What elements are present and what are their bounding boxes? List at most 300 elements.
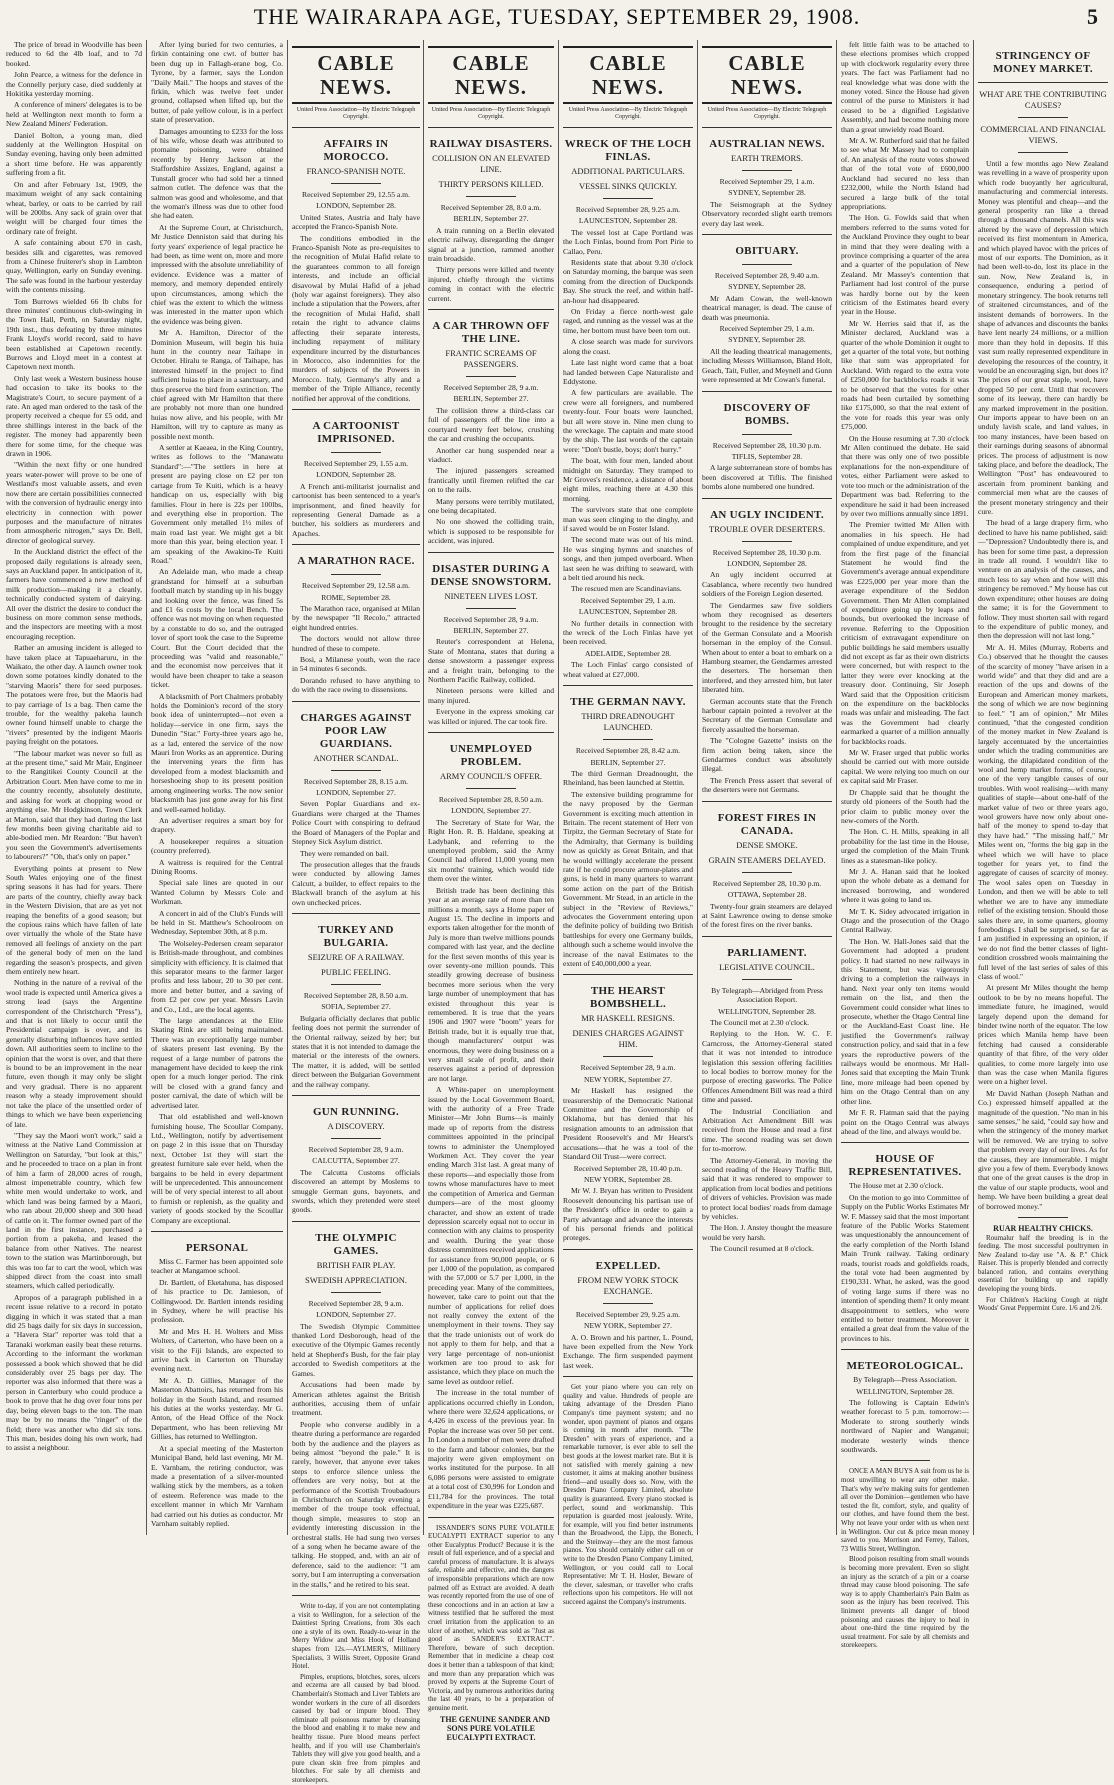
section-headline: FOREST FIRES IN CANADA. (717, 811, 817, 837)
column-rule (973, 40, 974, 1535)
paragraph: Nothing in the nature of a revival of the wool trade is expected until America gives a strong lead (says the Argentine correspondent of the Christchurch "Press"), and that is not likely to occur until the Presidential campaign is over, and its generally disturbing influences have settled down. All authorities seem to incline to the opinion that the worst is over, and that there is bound to be an improvement in the near future, even though it may only be slight and very gradual. There is no apparent reason why a steady improvement should not take the place of the unsettled order of things to which we have been experiencing of late. (6, 978, 142, 1129)
column-rule (146, 40, 147, 1535)
paragraph: The "Cologne Gazette" insists on the firm action being taken, since the Gendarmes conduct was absolutely illegal. (702, 736, 832, 774)
paragraph: That old established and well-known furnishing house, The Scoullar Company, Ltd., Wellington, notify by advertisement on page 2 in this issue that on Thursday next, October 1st they will start the greatest furniture sale ever held, when the bargains to be held in every department will be unprecedented. This announcement will be of very special interest to all about to furnish or replenish, as the quality and variety of goods stocked by the Scoullar Company are exceptional. (151, 1112, 283, 1225)
section-rule (1018, 152, 1068, 153)
paragraph: "They say the Maori won't work," said a witness at the Native Land Commission at Wellington on Saturday, "but look at this," and he proceeded to trace on a plan in front of him a farm of 28,000 acres of rough, almost impenetrable country, which few white men would undertake to work, and which land was being farmed by a Maori, who ran about 20,000 sheep and 300 head of cattle on it. The former owned part of the land in the first instance, purchased a portion from a pakeha, and leased the balance from other Natives. The nearest town to the station was Martinborough, but this was too far to cart the wool, which was shipped direct from the coast into small steamers, which called periodically. (6, 1130, 142, 1291)
section-subhead: VESSEL SINKS QUICKLY. (578, 181, 678, 191)
section-divider (292, 1221, 420, 1222)
paragraph: The Wolseley-Pedersen cream separator is British-made throughout, and combines simplicity with efficiency. It is claimed that this separator means to the farmer larger profits and less labour, 20 to 30 per cent. more and better butter, and a saving of from £2 per cow per year. Messrs Lavin and Co., Ltd., are the local agents. (151, 938, 284, 1014)
section-rule (331, 770, 381, 771)
paragraph: Thirty persons were killed and twenty injured, chiefly through the victims coming in contact with the electric current. (428, 265, 554, 303)
section-rule (603, 198, 653, 199)
paragraph: The Council met at 2.30 o'clock. (710, 1017, 810, 1027)
section-divider (563, 127, 693, 128)
house-headline: HOUSE OF REPRESENTATIVES. (848, 1153, 962, 1179)
cable-news-banner: CABLE NEWS. (292, 46, 420, 104)
section-subhead: THIRD DREADNOUGHT LAUNCHED. (581, 711, 675, 733)
paragraph: The Marathon race, organised at Milan by the newspaper "Il Recolo," attracted eight hundred entries. (292, 604, 420, 632)
paragraph: The Seismograph at the Sydney Observatory recorded slight earth tremors every day last week. (702, 199, 832, 228)
paragraph: The large attendances at the Elite Skating Rink are still being maintained. There was an exceptionally large number of skaters present last evening. By the request of a large number of patrons the management have decided to keep the rink open for a much longer period. The rink will be closed with a grand fancy and poster carnival, the date of which will be advertised later. (151, 1016, 283, 1110)
paragraph: LAUNCESTON, September 28. (578, 216, 678, 226)
paragraph: LONDON, September 28. (727, 558, 807, 568)
paragraph: Everyone in the express smoking car was killed or injured. The car took fire. (428, 707, 554, 726)
paragraph: Received September 29, 1 a.m. (580, 595, 676, 605)
paragraph: "The labour market was never so full as at the present time," said Mr Mair, Engineer to the Rangitikei County Council at the Arbitration Court. Men have come to me in the country recently, absolutely destitute, and asking for work at chopping wood or anything else. Mr Hodgkinson, Town Clerk at Marton, said that they had during the last few months been giving charitable aid to able-bodied men. Mr Reardon: "But haven't you seen the Government's advertisements to labourers?" "Oh, that's only on paper." (6, 748, 142, 862)
advert-divider (563, 1376, 693, 1377)
paragraph: A safe containing about £70 in cash, besides silk and cigarettes, was removed from a Chinese fruiterer's shop in Lambton quay, Wellington, early on Sunday evening. The safe was found in the harbour yesterday with the contents missing. (6, 238, 142, 295)
paragraph: The Council resumed at 8 o'clock. (710, 1244, 814, 1254)
section-subhead: THIRTY PERSONS KILLED. (438, 179, 544, 189)
paragraph: Received September 28, 10.30 p.m. (712, 440, 822, 450)
section-headline: EXPELLED. (595, 1259, 661, 1272)
paragraph: Received September 28, 10.30 p.m. (712, 878, 822, 888)
paragraph: LONDON, September 27. (451, 806, 531, 816)
paragraph: Dr Chapple said that he thought the sturdy old pioneers of the South had the prior claim to public money over the new-comers of the North. (841, 787, 969, 825)
paragraph: Mr T. K. Sidey advocated irrigation in Otago and the prosecution of the Otago Central Railway. (841, 906, 969, 935)
advertisement: ISSANDER'S SONS PURE VOLATILE EUCALYPTI EXTRACT superior to any other Eucalyptus Product? Because it is the result of full experience, and of a special and careful process of manufacture. It is always safe, reliable and effective, and the dangers of irresponsible preparations which are now palmed off as Extract are avoided. A death was recently reported from the use of one of these concoctions and in an action at law a witness testified that he suffered the most cruel irritation from the application to an ulcer of another, which was sold as "Just as good as SANDER'S EXTRACT". Therefore, beware of such deception. Remember that in medicine a cheap cost does it better than a tablespoon of that kind; and more than any preparation which was proved by experts at the Supreme Court of Victoria, and by numerous authorities during the last 40 years, to be a preparation of genuine merit. (428, 1523, 554, 1712)
section-divider (702, 391, 832, 392)
cable-news-banner: CABLE NEWS. (428, 46, 554, 104)
paragraph: Mr F. R. Flatman said that the paying point on the Otago Central was always ahead of the line, and always would be. (841, 1108, 969, 1136)
paragraph: A waitress is required for the Central Dining Rooms. (151, 857, 283, 876)
column-7-parliament (841, 40, 970, 1650)
paragraph: A conference of miners' delegates is to be held at Wellington next month to form a New Zealand Miners' Federation. (6, 100, 142, 129)
section-rule (331, 183, 381, 184)
paragraph: Mr J. A. Hanan said that he looked upon the whole debate as a demand for increased borrowing, and wondered where it was going to land us. (841, 866, 969, 905)
paragraph: An Adelaide man, who made a cheap grandstand for himself at a suburban football match by standing up in his buggy and looking over the fence, was fined 5s and £1 6s costs by the local Bench. The offence was not moving on when requested by a constable to do so, and the outraged lover of sport took the case to the Supreme Court. But the Court decided that the proceeding was "valid and reasonable," and the economist now perceives that it would have been cheaper to take a season ticket. (151, 567, 283, 690)
paragraph: At a special meeting of the Masterton Municipal Band, held last evening, Mr M. E. Varnham, the retiring conductor, was made a presentation of a silver-mounted walking stick by the members, as a token of esteem. Reference was made to the excellent manner in which Mr Varnham had carried out his duties as conductor. Mr Varnham suitably replied. (151, 1443, 283, 1528)
paragraph: LONDON, September 28. (316, 470, 396, 480)
paragraph: The injured passengers screamed frantically until firemen relifted the car on to the rails. (428, 466, 554, 495)
column-4-cable-news (428, 40, 554, 1743)
advertisement-headline: RUAR HEALTHY CHICKS. (993, 1224, 1093, 1234)
column-2-local-news (151, 40, 283, 1535)
paragraph: Bulgaria officially declares that public feeling does not permit the surrender of the Oriental railway, seized by her; but states that it is not intended to damage the material or the interests of the owners. The matter, it is added, will be settled direct between the Bulgarian Government and the railway company. (292, 1013, 420, 1089)
paragraph: felt little faith was to be attached to these elections promises which cropped up with clockwork regularity every three years. The fact was Parliament had no real knowledge what was done with the money voted. Since the House had given control of the purse to Ministers it had ceased to be a dignified Legislative Assembly, and had become nothing more than a great unwieldy road Board. (841, 40, 969, 134)
paragraph: A large subterranean store of bombs has been discovered at Tiflis. The finished bombs alone numbered one hundred. (702, 463, 832, 492)
paragraph: BERLIN, September 27. (453, 214, 529, 224)
paragraph: The Hon. J. Anstey thought the measure would be very harsh. (702, 1223, 832, 1242)
section-headline: GUN RUNNING. (312, 1106, 400, 1118)
paragraph: WELLINGTON, September 28. (856, 1386, 954, 1396)
section-rule (1018, 117, 1068, 118)
paragraph: The Premier twitted Mr Allen with anomalies in his speech. He had complained of undue expenditure, and yet from the first page of the financial Statement he would find the Government's average annual expenditure was £225,000 per year more than the average expenditure of the Seddon Government. Then Mr Allen complained of expenditure going up by leaps and bounds, but overlooked the increase of revenue. Referring to the Opposition criticism of extravagant expenditure on public buildings he said members usually did not except as far as their own districts were concerned, but with respect to the latter they were ever knocking at the treasury door. Continuing, Sir Joseph Ward said that the Opposition criticism on the expenditure on the backblocks roads was unfair and misleading. The fact was the Government had clearly earmarked a quarter of a million annually for backblocks roads. (841, 520, 969, 746)
section-subhead: SWEDISH APPRECIATION. (304, 1274, 407, 1285)
paragraph: Residents state that about 9.30 o'clock on Saturday morning, the barque was seen coming from the direction of Duckponds Bay. She struck the reef, and within half-an-hour had disappeared. (563, 258, 693, 305)
paragraph: A blacksmith of Port Chalmers probably holds the Dominion's record of the story book idea of uninterrupted—not even a holiday—service in one firm, says the Dunedin "Star." Forty-three years ago he, as a lad, entered the service of the now Mauri Iron Works as an apprentice. During the intervening years the firm has developed from a modest blacksmith and horseshoeing shop to its present position among engineering works. The now senior blacksmith has just gone away for his first and well-earned holiday. (151, 691, 283, 814)
advertisement: Get your piano where you can rely on quality and value. Hundreds of people are taking advantage of the Dresden Piano Company's time payment system; and no wonder, upon payment of pianos and organs is coming in month after month. "The Dresden" with years of experience, and a remarkable turnover, is ever able to sell the best goods at the lowest market rate. But it is not satisfied with merely gaining a new customer, it aims at making another business friend—and usually does so. Now, with the Dresden Piano Company Limited, absolute quality is guaranteed. Every piano stocked is perfect, sound and workmanship. This reputation is guarded most jealously. Write, for example, will you find better instruments than the Broadwood, the Lipp, the Bonech, and the Steinway—they are the most famous pianos. You should certainly either call on or write to the Dresden Piano Company Limited, Wellington, or you could call to Local Representative: Mr T. H. Hosler, Beware of the clever, salesman, or traveller who crafts reflections upon his competitors. He will not succeed against the Company's instruments. (563, 1383, 693, 1607)
page-number: 5 (1087, 4, 1098, 29)
paragraph: Mr A. W. Rutherford said that he failed to see what Mr Massey had to complain of. An analysis of the route votes showed that of the total vote of £600,000 Auckland had secured no less than £232,000, while the North Island had secured a large bulk of the total appropriations. (841, 136, 969, 211)
paragraph: The Loch Finlas' cargo consisted of wheat valued at £27,000. (563, 660, 693, 679)
paragraph: By Telegraph—Abridged from Press Association Report. (711, 985, 823, 1005)
paragraph: The boat, with four men, landed about midnight on Saturday. They tramped to Mr Groves's residence, a distance of about eight miles, reaching there at 4.30 this morning. (563, 456, 693, 503)
section-headline: OBITUARY. (735, 245, 799, 258)
section-subhead: FRANTIC SCREAMS OF PASSENGERS. (445, 348, 537, 370)
paragraph: WELLINGTON, September 28. (718, 1006, 816, 1016)
paragraph: The Hon. W. Hall-Jones said that the Government had adopted a prudent policy. It had started no new railways in this Statement, but was vigorously driving to a completion the railways in hand. Next year only ten items would remain on the list, and then the Government could consider what lines to prosecute, whether the Otago Central line or the Auckland-East Coast line. He justified the Government's railway construction policy, and said that in a few years the reproductive powers of the railways would be enormous. Mr Hall-Jones said that excepting the Main Trunk line, more mileage had been opened by him on the Otago Central than on any other line. (841, 936, 969, 1106)
paragraph: Seven Poplar Guardians and ex-Guardians were charged at the Thames Police Court with conspiring to defraud the Board of Managers of the Poplar and Stepney Sick Asylum district. (292, 799, 420, 847)
section-subhead: A DISCOVERY. (327, 1121, 385, 1131)
paragraph: The Secretary of State for War, the Right Hon. R. B. Haldane, speaking at Ladybank, and referring to the unemployed problem, said the Army Council had offered 11,000 young men six months' training, which would tide them over the winter. (428, 817, 554, 884)
paragraph: Everything points at present to New South Wales enjoying one of the finest spring seasons it has had for years. There are parts of the country, chiefly away back in the Western Division, that are as yet not reaping the benefits of a good season; but the copious rains which have fallen of late over virtually the whole of the State have removed all feelings of anxiety on the part of the general body of men on the land regarding the season's prospects, and given them entirely new heart. (6, 863, 142, 976)
paragraph: The House met at 2.30 o'clock. (849, 1181, 944, 1191)
section-divider (292, 1095, 420, 1096)
paragraph: Reuter's correspondent at Helena, State of Montana, states that during a dense snowstorm a passenger express and a freight train, belonging to the Northern Pacific Railway, collided. (428, 637, 554, 684)
paragraph: United States, Austria and Italy have accepted the Franco-Spanish Note. (292, 212, 420, 232)
cable-news-banner: CABLE NEWS. (702, 46, 832, 104)
section-subhead: PUBLIC FEELING. (321, 966, 391, 977)
paragraph: TIFLIS, September 28. (731, 451, 803, 461)
paragraph: LONDON, September 27. (316, 1310, 396, 1320)
paragraph: Received September 28, 8.42 a.m. (575, 746, 681, 756)
paragraph: The third German Dreadnought, the Rheinland, has been launched at Stettin. (563, 768, 693, 788)
paragraph: The conditions embodied in the Franco-Spanish Note as pre-requisites to the recognition of Mulai Hafid relate to the guarantees common to all foreign interests, and include an official disavowal by Mulai Hafid of a jehad (holy war against foreigners). They also include a stipulation that the Powers, after the recognition of Mulai Hafid, shall retain the right to advance claims affecting their separate interests, including repayment of military expenditure incurred by the disturbances in Morocco, also indemnities for the murders of subjects of the Powers in Morocco. Italy, Germany's ally and a member of the Triple Alliance, recently notified her approval of the conditions. (292, 233, 421, 403)
section-divider (702, 127, 832, 128)
section-divider (151, 1231, 283, 1232)
column-5-cable-news (563, 40, 693, 1607)
paragraph: On Friday a fierce north-west gale raged, and running as the vessel was at the time, her bottom must have been torn out. (563, 307, 693, 335)
column-3-cable-news (292, 40, 421, 1784)
section-divider (563, 1249, 693, 1250)
paragraph: By Telegraph—Press Association. (853, 1375, 957, 1385)
cable-news-banner: CABLE NEWS. (563, 46, 693, 104)
section-divider (702, 498, 832, 499)
section-rule (603, 739, 653, 740)
paragraph: Received September 29, 9.25 a.m. (575, 1309, 681, 1319)
column-rule (423, 40, 424, 1535)
feature-subhead: COMMERCIAL AND FINANCIAL VIEWS. (980, 124, 1106, 145)
section-headline: DISASTER DURING A DENSE SNOWSTORM. (430, 562, 552, 588)
section-divider (841, 1349, 969, 1350)
section-headline: AUSTRALIAN NEWS. (709, 138, 825, 150)
paragraph: John Pearce, a witness for the defence in the Connelly perjury case, died suddenly at Hokitika yesterday morning. (6, 70, 142, 99)
paragraph: Miss C. Farmer has been appointed sole teacher at Mangamoe school. (151, 1256, 283, 1276)
section-headline: PARLIAMENT. (727, 946, 807, 959)
paragraph: SOFIA, September 27. (321, 1002, 391, 1012)
column-8-money-market (978, 40, 1108, 1535)
paragraph: Nineteen persons were killed and many injured. (428, 686, 554, 705)
paragraph: The survivors state that one complete man was seen clinging to the dinghy, and if saved would be on Foster Island. (563, 505, 693, 533)
feature-subhead: WHAT ARE THE CONTRIBUTING CAUSES? (979, 89, 1107, 110)
paragraph: The French Press assert that several of the deserters were not Germans. (702, 775, 832, 795)
paragraph: Received September 28, 9 a.m. (308, 1298, 404, 1308)
paragraph: CALCUTTA, September 27. (312, 1156, 400, 1166)
paragraph: Bosi, a Milanese youth, won the race in 54 minutes 6 seconds. (292, 655, 420, 674)
paragraph: A train running on a Berlin elevated electric railway, disregarding the danger signal at a junction, rammed another train broadside. (428, 225, 554, 264)
paragraph: A settler at Kaeaea, in the King Country, writes as follows to the "Manawatu Standard":—"The settlers in here at present are paying close on £2 per ton cartage from Te Kuiti, which is a heavy handicap on us, especially with big families. Flour in here is 22s per 100lbs, and everything else in proportion. The Government only metalled 1½ miles of main road last year. We might get a bit more than this year, being election year. I am speaking of the Awakino-Te Kuiti Road." (151, 443, 283, 565)
section-subhead: DENIES CHARGES AGAINST HIM. (572, 1028, 684, 1050)
paragraph: "Within the next fifty or one hundred years water-power will prove to be one of Westland's most valuable assets, and even now there are certain possibilities connected with the conversion of hydraulic energy into electricity in connection with power purposes and the manufacture of nitrates from atmospheric nitrogen," says Dr. Bell, director of geological survey. (6, 460, 142, 545)
paragraph: BERLIN, September 27. (590, 757, 666, 767)
paragraph: Received September 28, 8.50 a.m. (303, 990, 409, 1000)
feature-headline: STRINGENCY OF MONEY MARKET. (993, 50, 1093, 75)
paragraph: The Hon. C. H. Mills, speaking in all probability for the last time in the House, urged the completion of the Main Trunk lines as a statesman-like policy. (841, 827, 969, 865)
section-headline: UNEMPLOYED PROBLEM. (449, 743, 533, 769)
paragraph: Twenty-four grain steamers are delayed at Saint Lawrence owing to dense smoke of the forest fires on the river banks. (702, 901, 832, 930)
section-headline: DISCOVERY OF BOMBS. (723, 401, 811, 427)
section-subhead: GRAIN STEAMERS DELAYED. (708, 854, 826, 865)
paragraph: NEW YORK, September 28. (584, 1174, 672, 1184)
paragraph: SYDNEY, September 28. (728, 335, 806, 345)
paragraph: On the House resuming at 7.30 o'clock Mr Allen continued the debate. He said that there was only one of two possible explanations for the non-expenditure of votes, either Parliament were asked to vote too much or the administration of the Department was bad. Referring to the expenditure he said it had been increased by over two millions annually since 1891. (841, 433, 970, 518)
section-divider (702, 234, 832, 235)
section-rule (742, 872, 792, 873)
paragraph: Dorando refused to have anything to do with the race owing to dissensions. (292, 675, 420, 695)
column-rule (836, 40, 837, 1535)
section-rule (331, 1292, 381, 1293)
paragraph: Mr A. Hamilton, Director of the Dominion Museum, will begin his huia hunt in the country near Taihape in October. Hiralu te Ranga, of Taihape, has interested himself in the project to find sufficient huias to place in a sanctuary, and thus preserve the bird from extinction. The chief agreed with Mr Hamilton that there are probably not more than one hundred huias now alive, and his people, with Mr Hamilton, will try to capture as many as possible next month. (151, 328, 283, 441)
section-subhead: SEIZURE OF A RAILWAY. (307, 951, 405, 962)
advertisement: Pimples, eruptions, blotches, sores, ulcers and eczema are all caused by bad blood. Chamberlain's Stomach and Liver Tablets are wonder workers in the cure of all disorders caused by bad or impure blood. They eliminate all poisonous matter by cleansing the blood and enabling it to make new and healthy tissue. Pure blood means perfect health, and if you will use Chamberlain's Tablets they will give you good health, and a pure clean skin free from pimples and blotches. For sale by all chemists and storekeepers. (292, 1672, 420, 1784)
paragraph: A housekeeper requires a situation (country preferred). (151, 836, 283, 856)
advertisement: Roumalur half the breeding is in the feeding. The most successful poultrymen in New Zealand to-day use "A. & P." Chick Raiser. This is properly blended and correctly balanced ration, and contains everything essential for building up and rapidly developing the young birds. (978, 1233, 1108, 1294)
column-rule (697, 40, 698, 1535)
paragraph: The second mate was out of his mind. He was singing hymns and snatches of songs, and then jumped overboard. When last seen he was drifting to seaward, with a belt tied around his neck. (563, 535, 693, 583)
paragraph: Replying to the Hon. W. C. F. Carncross, the Attorney-General stated that it was not intended to introduce legislation this session offering facilities to local bodies to borrow money for the purpose of erecting gasworks. The Police Offences Amendment Bill was read a third time and passed. (702, 1029, 832, 1105)
section-subhead: ADDITIONAL PARTICULARS. (571, 166, 685, 176)
paragraph: The Hon. G. Fowlds said that when members referred to the sums voted for the Auckland Province they ought to bear in mind that they were dealing with a province comprising a quarter of the area and a quarter of the population of New Zealand. Mr Massey's contention that Parliament had lost control of the purse was hardly borne out by the keen criticism of the Estimates heard every year in the House. (841, 213, 969, 317)
masthead-title: THE WAIRARAPA AGE, TUESDAY, SEPTEMBER 29, 1908. (253, 4, 861, 29)
paragraph: Received September 29, 12.58 a.m. (302, 581, 410, 591)
section-divider (292, 701, 420, 702)
advertisement-tail: THE GENUINE SANDER AND SONS PURE VOLATILE EUCALYPTI EXTRACT. (439, 1714, 551, 1743)
section-rule (466, 788, 516, 789)
section-headline: THE HEARST BOMBSHELL. (589, 985, 667, 1011)
paragraph: NEW YORK, September 27. (584, 1074, 672, 1084)
advert-divider (292, 1595, 420, 1596)
section-rule (742, 541, 792, 542)
section-headline: AFFAIRS IN MOROCCO. (323, 138, 389, 163)
paragraph: No further details in connection with the wreck of the Loch Finlas have yet been received. (563, 618, 693, 647)
paragraph: The Industrial Conciliation and Arbitration Act Amendment Bill was received from the House and read a first time. The second reading was set down for to-morrow. (702, 1106, 832, 1154)
paragraph: German accounts state that the French harbour captain pointed a revolver at the Secretary of the German Consulate and fiercely assaulted the horseman. (702, 696, 832, 734)
advertisement: ONCE A MAN BUYS A suit from us he is most unwilling to wear any other make. That's why we're making suits for gentlemen all over the Dominion—gentlemen who have tested the fit, comfort, style, and quality of our clothes, and have found them the best. Why not leave your order with us when next in Wellington. Our cut & price mean money saved to you. Morrison and Ferrey, Tailors, 73 Willis Street, Wellington. (841, 1467, 969, 1553)
paragraph: Received September 28, 8.0 a.m. (440, 203, 542, 212)
paragraph: Mr David Nathan (Joseph Nathan and Co.) expressed himself appalled at the magnitude of the question. "No man in his same senses," he said, "could say how and when the stringency of the money market will be removed. We are trying to solve that problem every day of our lives. As for the causes, they are innumerable. I might give you a few of them. Everybody knows that one of the great causes is the drop in the value of our staple products, wool and hemp. We have been building a great deal of borrowed money." (978, 1088, 1108, 1211)
paragraph: SYDNEY, September 28. (728, 282, 806, 292)
paragraph: Only last week a Western business house had occasion to take its books to the Magistrate's Court, to secure payment of a rate. An aged man ordered to the task of the property received a cheque for £5 odd, and three shillings interest in the back of the register. The money had apparently been there for some time, for the cheque was drawn in 1906. (6, 373, 142, 459)
paragraph: A White-paper on unemployment issued by the Local Government Board, with the authority of a Free Trade Minister—Mr John Burns—is mainly made up of reports from the distress committees appointed in the principal towns to administer the Unemployed Workmen Act. They cover the year ending March 31st last. A great many of these reports—and especially those from towns whose manufactures have to meet the competition of America and German dumpers—are of the most gloomy character, and show an extent of trade depression scarcely equal not to occur in connection with any claims to prosperity and wealth. During the year those distress committees received applications for assistance from 90,000 people, or 6 per 1,000 of the population, as compared with the 57,000 or 5.7 per 1,000, in the preceding year. Many of the committees, however, take care to point out that the number of applications for relief does not really convey the extent of the unemployment in their towns. They say that the trade unionists out of work do not apply to them for help, and that a very large percentage of non-unionist workmen are too proud to ask for assistance, which they place on much the same level as outdoor relief. (428, 1085, 554, 1386)
section-divider (428, 309, 554, 310)
section-rule (331, 452, 381, 453)
section-rule (466, 196, 516, 197)
section-rule (1018, 1217, 1068, 1218)
paragraph: A few particulars are available. The crew were all foreigners, and numbered twenty-four. Four boats were launched, but all were stove in. Nine men clung to the wreckage. The captain and mate stood by the ship. The last words of the captain were: "Don't bustle, boys; don't hurry." (563, 388, 693, 454)
column-rule (558, 40, 559, 1535)
paragraph: They were remanded on bail. (300, 848, 389, 858)
advertisement: For Children's Hacking Cough at night Woods' Great Peppermint Cure. 1/6 and 2/6. (978, 1295, 1108, 1313)
paragraph: BERLIN, September 27. (453, 394, 529, 404)
paragraph: Received September 28, 8.15 a.m. (303, 776, 409, 786)
section-subhead: ANOTHER SCANDAL. (313, 752, 399, 763)
paragraph: Accusations had been made by American athletes against the British authorities, accusing them of unfair treatment. (292, 1380, 420, 1418)
copyright-credit: United Press Association—By Electric Telegraph Copyright. (296, 107, 416, 120)
section-rule (331, 984, 381, 985)
paragraph: Received September 29, 1.55 a.m. (303, 458, 409, 468)
paragraph: At present Mr Miles thought the hemp outlook to be by no means hopeful. The immediate future, he imagined, would largely depend upon the demand for binder twine north of the equator. The low prices which Manila hemp have been fetching had caused a considerable quantity of that fibre, of the very older qualities, to come more largely into use than was the case when Manila figures were on a higher level. (978, 983, 1108, 1087)
section-rule (331, 574, 381, 575)
paragraph: Late last night word came that a boat had landed between Cape Naturaliste and Eddystone. (563, 358, 693, 386)
paragraph: The prosecution alleges that the frauds were conducted by allowing James Calcutt, a builder, to effect repairs to the Blackwall branch of the asylum at his own unchecked prices. (292, 859, 420, 907)
paragraph: No one showed the colliding train, which is supposed to be responsible for accident, was injured. (428, 517, 554, 546)
section-subhead: DENSE SMOKE. (736, 839, 798, 850)
paragraph: A. O. Brown and his partner, L. Pound, have been expelled from the New York Exchange. The firm suspended payment last week. (563, 1332, 693, 1370)
section-subhead: EARTH TREMORS. (730, 153, 804, 163)
paragraph: A close search was made for survivors along the coast. (563, 337, 693, 356)
paragraph: Until a few months ago New Zealand was revelling in a wave of prosperity upon which rode buoyantly her agricultural, manufacturing and commercial interests. Money was plentiful and cheap—and the general prosperity ran like a thread through a thousand channels. All this was altered by the wave of depression which received its first momentum in America, and which played havoc with the prices of most of our exports. The Dominion, as it had been well-to-do, lost its place in the sun. Now, New Zealand is, in consequence, enduring a period of monetary stringency. The book returns tell of straitened circumstances, and of the insistent demands of borrowers. In the shape of advances and discounts the banks have lent nearly 24 millions, or a million more than they hold in deposits. If this vast sum really represented expenditure in developing the resources of the country, it would be an encouraging sign, but does it? The prices of our great staple, wool, have dropped 50 per cent. Until that recovers some of its leeway, there can hardly be any marked improvement in the position. Our imports appear to have been on an unduly lavish scale, and land values, in too many instances, have been based on their earnings during seasons of abnormal prices. The process of adjustment is now taking place, and before the deadlock, The Wellington "Post" has endeavoured to ascertain from prominent banking and commercial men what are the causes of the present monetary stringency and their cure. (978, 159, 1108, 517)
section-headline: A CAR THROWN OFF THE LINE. (432, 320, 550, 346)
section-divider (428, 732, 554, 733)
section-subhead: LEGISLATIVE COUNCIL. (719, 961, 815, 972)
paragraph: Received September 29, 1 a.m. (719, 324, 815, 334)
paragraph: LAUNCESTON, September 28. (578, 607, 678, 617)
section-divider (702, 936, 832, 937)
section-headline: TURKEY AND BULGARIA. (318, 923, 394, 949)
column-1-local-news (6, 40, 142, 1535)
paragraph: The Gendarmes saw five soldiers whom they recognised as deserters brought to the residence by the secretary of the German Consulate and a Moorish horseman in the employ of the Consul. When about to enter a boat to embark on a Hamburg steamer, the Gendarmes arrested the deserters. The horseman then interfered, and they arrested him, but later liberated him. (702, 600, 832, 695)
paragraph: On and after February 1st, 1909, the maximum weight of any sack containing wheat, barley, or oats to be carried by rail will be 200lbs. Any sack of grain over that weight will be charged four times the ordinary rate of freight. (6, 179, 142, 236)
paragraph: The following is Captain Edwin's weather forecast to 5 p.m. tomorrow:—Moderate to strong southerly winds northward of Napier and Wanganui; moderate westerly winds thence southwards. (841, 1398, 969, 1455)
paragraph: On the motion to go into Committee of Supply on the Public Works Estimates Mr W. F. Massey said that the most important feature of the Public Works Statement was unquestionably the announcement of the early completion of the North Island Main Trunk railway. Taking ordinary roads, tourist roads and goldfields roads, the total vote had been augmented by £190,331. What, he asked, was the good of voting large sums if there was no intention of spending them? It only meant disappointment to settlers, who were entitled to better treatment. Moreover it entailed a great deal from the value of the provinces to his. (841, 1192, 969, 1343)
copyright-credit: United Press Association—By Electric Telegraph Copyright. (568, 107, 688, 120)
paragraph: NEW YORK, September 27. (584, 1321, 672, 1331)
section-divider (978, 82, 1108, 83)
section-divider (841, 1142, 969, 1143)
paragraph: The head of a large drapery firm, who declined to have his name published, said:—"Depression? Undoubtedly there is, and has been for some time past, a depression in trade all round. I wouldn't like to venture on an analysis of the causes, and much less to say when and how will this stringency be removed." My house has cut down expenditure; other houses are doing the same; it is for the Government to follow. They must shorten sail with regard to the expenditure of public money, and then the depression will not last long." (978, 518, 1108, 641)
section-headline: WRECK OF THE LOCH FINLAS. (564, 138, 692, 163)
column-rule (287, 40, 288, 1535)
paragraph: Received September 28, 9 a.m. (580, 1063, 676, 1073)
paragraph: Mr Adam Cowan, the well-known theatrical manager, is dead. The cause of death was pneumonia. (702, 293, 832, 322)
paragraph: Daniel Bolton, a young man, died suddenly at the Wellington Hospital on Sunday evening, having only been admitted a short time before. He was apparently suffering from a fit. (6, 130, 142, 178)
paragraph: Mr and Mrs H. H. Wolters and Miss Wolters, of Carterton, who have been on a visit to the Fiji Islands, are expected to arrive back in Carterton on Thursday evening next. (151, 1326, 283, 1374)
paragraph: An advertiser requires a smart boy for drapery. (151, 815, 283, 835)
paragraph: The increase in the total number of applications occurred chiefly in London, where there were 32,624 applications, or 4,426 in excess of the previous year. In Poplar the increase was over 50 per cent. In London a number of men were drafted to the farm and labour colonies, but the majority were given employment on works instituted for the purpose. In all 6,086 persons were assisted to emigrate at a total cost of £30,996 for London and £11,784 for the provinces. The total expenditure in the year was £225,687. (428, 1388, 554, 1511)
section-subhead: FRANCO-SPANISH NOTE. (306, 166, 406, 176)
section-divider (292, 127, 420, 128)
paragraph: Received September 28, 9 a.m. (443, 614, 539, 624)
section-subhead: ARMY COUNCIL'S OFFER. (439, 771, 543, 782)
paragraph: Received September 29, 1 a.m. (719, 177, 815, 186)
copyright-credit: United Press Association—By Electric Telegraph Copyright. (431, 107, 551, 120)
section-rule (603, 1303, 653, 1304)
section-subhead: FROM NEW YORK STOCK EXCHANGE. (577, 1274, 679, 1296)
section-headline: CHARGES AGAINST POOR LAW GUARDIANS. (300, 711, 412, 750)
paragraph: Received September 28, 9.25 a.m. (575, 205, 681, 214)
paragraph: LONDON, September 28. (316, 201, 396, 211)
paragraph: The price of bread in Woodville has been reduced to 6d the 4lb loaf, and to 7d booked. (6, 40, 142, 68)
paragraph: The Swedish Olympic Committee thanked Lord Desborough, head of the executive of the Olympic Games recently held at Shepherd's Bush, for the fair play accorded to Swedish competitors at the Games. (292, 1321, 420, 1378)
paragraph: Rather an amusing incident is alleged to have taken place at Tapuaeharuru, in the Waikato, the other day. A launch owner took down some potatoes kindly donated to the "starving Maoris" there for seed purposes. The potatoes were free, but the Maoris had to pay carriage of 1s a bag. Then came the trouble, for the wealthy pakeha launch owner found himself unable to charge the "rivers" presented by the indigent Maoris paying freight on the potatoes. (6, 643, 142, 747)
paragraph: The Attorney-General, in moving the second reading of the Heavy Traffic Bill, said that it was rendered to empower to application from local bodies and petitions of drivers of vehicles. Provision was made to protect local bodies' roads from damage by vehicles. (702, 1155, 832, 1222)
advertisement: Write to-day, if you are not contemplating a visit to Wellington, for a selection of the Daintiest Spring Creations, from 30s each one a style of its own. Ready-to-wear in the Merry Widow and Miss Hook of Holland shapes from 12s.—AYLMER'S, Millinery Specialists, 3 Willis Street, Opposite Grand Hotel. (292, 1602, 420, 1671)
section-divider (292, 913, 420, 914)
paragraph: Received September 28, 9.40 a.m. (714, 271, 820, 281)
section-rule (466, 376, 516, 377)
paragraph: Another car hung suspended near a viaduct. (428, 445, 554, 464)
paragraph: The vessel lost at Cape Portland was the Loch Finlas, bound from Port Pirie to Callao, Peru. (563, 227, 693, 256)
section-rule (603, 1056, 653, 1057)
paragraph: A French anti-militarist journalist and cartoonist has been sentenced to a year's imprisonment, and fined heavily for representing General Damade as a butcher, his soldiers as murderers and Apaches. (292, 481, 420, 538)
section-subhead: NINETEEN LIVES LOST. (444, 590, 538, 601)
paragraph: OTTAWA, September 28. (727, 890, 807, 900)
paragraph: Received September 28, 10.40 p.m. (573, 1163, 683, 1173)
section-rule (742, 434, 792, 435)
section-headline: RAILWAY DISASTERS. (429, 138, 553, 150)
section-divider (428, 552, 554, 553)
section-headline: AN UGLY INCIDENT. (710, 508, 824, 521)
copyright-credit: United Press Association—By Electric Telegraph Copyright. (707, 107, 827, 120)
paragraph: Mr Haskell has resigned the treasurership of the Democratic National Committee and the Governorship of Oklahoma, but has denied that his resignation amounts to an admission that President Roosevelt's and Mr Hearst's accusations—that he was a tool of the Standard Oil Trust—were correct. (563, 1086, 693, 1162)
section-subhead: BRITISH FAIR PLAY. (316, 1259, 396, 1270)
paragraph: British trade has been declining this year at an average rate of more than ten millions a month, says a Home paper of August 15. The decline in imports and exports taken altogether for the month of July is more than twelve millions pounds compared with last year, and the decline for the first seven months of this year is over seventy-one million pounds. This steadily growing decrease of business becomes more serious when the very large number of unemployment that has existed throughout this year is remembered. It is true that the years 1906 and 1907 were "boom" years for British trade, but it is equally true that, though manufacturers' output was enormous, they were doing business on a very small scale of profit, and their reserves against a period of depression are not large. (428, 885, 554, 1083)
section-rule (331, 1138, 381, 1139)
paragraph: All the leading theatrical managements, including Messrs Williamson, Bland Holt, Geach, Tait, Fuller, and Meynell and Gunn were represented at Mr Cowan's funeral. (702, 346, 832, 385)
paragraph: Dr. Bartlett, of Eketahuna, has disposed of his practice to Dr. Jamieson, of Collingwood. Dr. Bartlett intends residing in Sydney, where he will practise his profession. (151, 1277, 283, 1325)
paragraph: Received September 28, 8.50 a.m. (438, 795, 544, 805)
paragraph: Received September 29, 12.55 a.m. (302, 190, 410, 199)
paragraph: Mr W. J. Bryan has written to President Roosevelt denouncing his partisan use of the President's office in order to gain a Party advantage and advance the interests of his personal friends and political proteges. (563, 1186, 693, 1243)
paragraph: A concert in aid of the Club's Funds will be held in St. Matthew's Schoolroom on Wednesday, September 30th, at 8 p.m. (151, 908, 283, 937)
section-rule (466, 608, 516, 609)
section-divider (292, 409, 420, 410)
paragraph: LONDON, September 27. (316, 788, 396, 798)
section-rule (742, 170, 792, 171)
section-divider (563, 685, 693, 686)
section-subhead: COLLISION ON AN ELEVATED LINE. (432, 153, 550, 174)
advertisement: Blood poison resulting from small wounds is becoming more prevalent. Even so slight an injury as the scratch of a pin or a coarse thread may cause blood poisoning. The safe way is to apply Chamberlain's Pain Balm as soon as the injury has been received. This liniment prevents all danger of blood poisoning and causes the injury to heal in about one-third the time required by the usual treatment. For sale by all chemists and storekeepers. (841, 1555, 969, 1650)
section-headline: THE OLYMPIC GAMES. (315, 1231, 397, 1257)
paragraph: The extensive building programme for the navy proposed by the German Government is exciting much attention in Britain. The recent statement of Herr von Tirpitz, the German Secretary of State for the Admiralty, that Germany is building now as quickly as Great Britain, and that he would willingly accelerate the present rate if he could procure armour-plates and guns, is held in many quarters to warrant some action on the part of the British Government. Mr Stead, in an article in the subject in the "Review of Reviews," advocates the Government entering upon the definite policy of building two British battleships for every one Germany builds, although such a scheme would involve the increase of the naval Estimates to the extent of £40,000,000 a year. (563, 789, 693, 969)
paragraph: The doctors would not allow three hundred of these to compete. (292, 634, 420, 653)
paragraph: Mr W. Fraser urged that public works should be carried out with more outside capital. We were relying too much on our ex capital said Mr Fraser. (841, 748, 969, 786)
paragraph: After lying buried for two centuries, a firkin containing one cwt. of butter has been dug up in Fallagh-erane bog, Co. Tyrone, by a farmer, says the London "Daily Mail." The hoops and staves of the firkin, which was twelve feet under ground, collapsed when lifted up, but the butter, of pale yellow colour, is in a perfect state of preservation. (151, 40, 283, 125)
section-rule (742, 264, 792, 265)
paragraph: The Calcutta Customs officials discovered an attempt by Moslems to smuggle German guns, bayonets, and swords, which they pretended were steel goods. (292, 1167, 420, 1215)
paragraph: Apropos of a paragraph published in a recent issue relative to a record in potato digging in which it was stated that a man did 25 bags daily for six days in succession, a "Havera Star" reporter was told that a Taranaki workman easily beat these returns. According to the informant the workman possessed a book which showed that he did considerably over 25 bags per day. The reporter was also informed that there was a person in Canterbury who could produce a book to prove that he dug over four tons per day, being eleven bags to the ton. The man may be by no means the "ringer" of the field; there was another who did six tons. This man, besides doing his own work, had to assist a neighbour. (6, 1292, 142, 1453)
paragraph: An ugly incident occurred at Casablanca, where recently two hundred soldiers of the Foreign Legion deserted. (702, 570, 832, 599)
section-divider (563, 974, 693, 975)
paragraph: Mr W. Herries said that if, as the Minister declared, Auckland was a quarter of the whole Dominion it ought to get a quarter of the total vote, but nothing like that sum was appropriated for Auckland. With regard to the extra vote of £250,000 for backblocks roads it was to be observed that the votes for other roads had been curtailed by something like £175,000, so that the real extent of the vote for roads this year was only £75,000. (841, 318, 969, 432)
paragraph: Special sale lines are quoted in our Wanted Column by Messrs Cole and Workman. (151, 878, 283, 907)
paragraph: The rescued men are Scandinavians. (571, 584, 682, 594)
masthead (0, 0, 1114, 38)
section-headline: A CARTOONIST IMPRISONED. (312, 419, 400, 445)
section-divider (428, 127, 554, 128)
meteorological-headline: METEOROLOGICAL. (846, 1360, 964, 1373)
paragraph: In the Auckland district the effect of the proposed daily regulations is already seen, says an Auckland paper. In anticipation of it, farmers have commenced a new method of milk production—making it a cleanly, technically conducted system of dairying. All over the district the desire to conduct the business on more common sense methods, and the inspectors are meeting with a most encouraging reception. (6, 547, 142, 641)
paragraph: Received September 28, 10.30 p.m. (712, 547, 822, 557)
paragraph: Mr A. H. Miles (Murray, Roberts and Co.) observed that he thought the causes of the scarcity of money "have arisen in a world wide" and that they did and are a reaction of the ups and downs of the European and American money markets, the song of which we are now beginning to feel." "I am of opinion," Mr Miles continued, "that the congested condition of the money market in New Zealand is largely accentuated by the uncertainties under which the trading communities are working, the dilapidated condition of the wool and hemp market forms, of course, one of the very tangible causes of our troubles. With wool realising—with many qualities of staple—about one-half of the market value of two or three years ago, wool growers have now only about one-half of the money to spend to-day that they have had." "The missing half," Mr Miles went on, "forms the big gap in the wheel which we will have to place together for years yet, to find the aggregate of causes of scarcity of money. The wool sales open on Tuesday in London, and then we will be able to tell whether we are to have any immediate relief of the existing tension. Should those sales there are, in some quarters, gloomy forebodings. I shall be surprised, so far as I am justified in expressing an opinion, if we do not find the better classes of light-condition crossbred wools maintaining the full level of the last series of sales of this class of wool." (978, 642, 1108, 981)
section-rule (880, 1460, 930, 1461)
paragraph: Received September 28, 9 a.m. (308, 1145, 404, 1154)
section-subhead: MR HASKELL RESIGNS. (581, 1013, 675, 1024)
section-headline: THE GERMAN NAVY. (570, 696, 686, 709)
section-headline: A MARATHON RACE. (297, 555, 415, 568)
column-6-cable-news (702, 40, 832, 1535)
paragraph: Many persons were terribly mutilated, one being decapitated. (428, 496, 554, 515)
paragraph: Mr A. D. Gillies, Manager of the Masterton Abattoirs, has returned from his holiday in the South Island, and resumed his duties at the works yesterday. Mr G. Anton, of the Head Office of the Nock Department, who has been relieving Mr Gillies, has returned to Wellington. (151, 1375, 283, 1442)
section-divider (702, 801, 832, 802)
paragraph: BERLIN, September 27. (453, 625, 529, 635)
section-rule (742, 979, 792, 980)
section-subhead: TROUBLE OVER DESERTERS. (709, 523, 825, 534)
paragraph: Damages amounting to £233 for the loss of his wife, whose death was attributed to ptomaine poisoning, were obtained recently by Henry Jackson at the Staffordshire Assizes, England, against a Tunstall grocer who had sold her a tinned salmon cutlet. The defence was that the salmon was good and wholesome, and that the woman's illness was due to other food she had eaten. (151, 126, 283, 221)
personal-headline: PERSONAL (185, 1241, 249, 1254)
paragraph: Tom Burrows wielded 66 lb clubs for three minutes' continuous club-swinging in the Town Hall, Perth, on Saturday night, 19th inst., thus defeating by three minutes Frank Lloyd's world record, said to have been established at Capetown recently. Burrows and Lloyd meet in a contest at Capetown next month. (6, 296, 142, 372)
